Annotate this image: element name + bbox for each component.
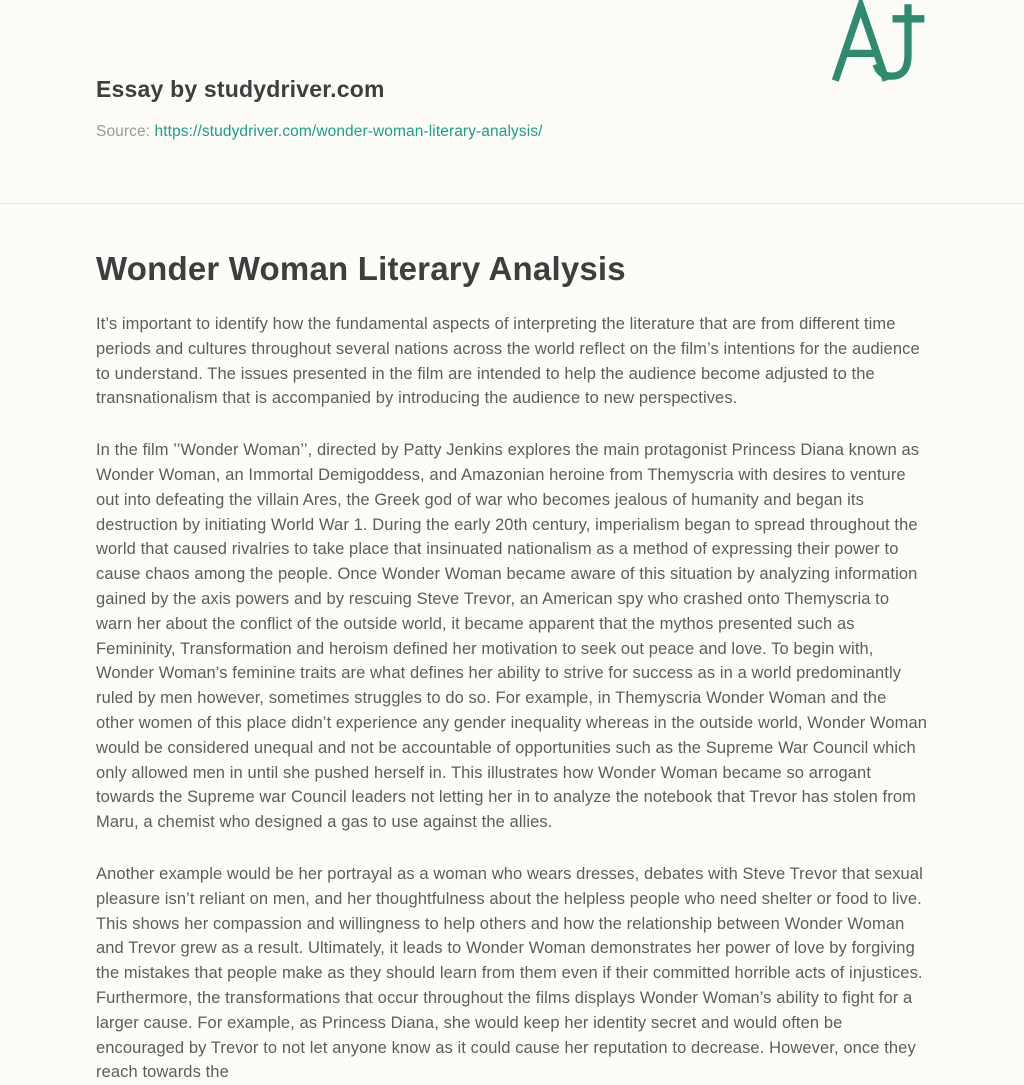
essay-title: Wonder Woman Literary Analysis bbox=[96, 250, 626, 287]
page-header bbox=[96, 0, 928, 141]
essay-paragraph: Another example would be her portrayal as a woman who wears dresses, debates with Steve Trevor that sexual pleasure isn’t reliant on men, and her thoughtfulness about the helpless people who need shelter or food to live. This shows her compassion and willingness to help others and how the relationship between Wonder Woman and Trevor grew as a result. Ultimately, it leads to Wonder Woman demonstrates her power of love by forgiving the mistakes that people make as they should learn from them even if their committed horrible acts of injustices. Furthermore, the transformations that occur throughout the films displays Wonder Woman’s ability to fight for a larger cause. For example, as Princess Diana, she would keep her identity secret and would often be encouraged by Trevor to not let anyone know as it could cause her reputation to decrease. However, once they reach towards the bbox=[96, 864, 923, 1082]
essay-article bbox=[96, 250, 928, 1085]
essay-paragraph: It’s important to identify how the fundamental aspects of interpreting the literature that are from different time periods and cultures throughout several nations across the world reflect on the film’s intentions for the audience to understand. The issues presented in the film are intended to help the audience become adjusted to the transnationalism that is accompanied by introducing the audience to new perspectives. bbox=[96, 315, 920, 408]
studydriver-logo-icon bbox=[828, 0, 928, 88]
source-label: Source: bbox=[96, 123, 151, 140]
source-link[interactable]: https://studydriver.com/wonder-woman-literary-analysis/ bbox=[154, 123, 543, 140]
site-header-title: Essay by studydriver.com bbox=[96, 76, 385, 102]
page bbox=[0, 0, 1024, 141]
essay-paragraph: In the film ’’Wonder Woman’’, directed by Patty Jenkins explores the main protagonist Princess Diana known as Wonder Woman, an Immortal Demigoddess, and Amazonian heroine from Themyscria with desires to venture out into defeating the villain Ares, the Greek god of war who becomes jealous of humanity and began its destruction by initiating World War 1. During the early 20th century, imperialism began to spread throughout the world that caused rivalries to take place that insinuated nationalism as a method of expressing their power to cause chaos among the people. Once Wonder Woman became aware of this situation by analyzing information gained by the axis powers and by rescuing Steve Trevor, an American spy who crashed onto Themyscria to warn her about the conflict of the outside world, it became apparent that the mythos presented such as Femininity, Transformation and heroism defined her motivation to seek out peace and love. To begin with, Wonder Woman’s feminine traits are what defines her ability to strive for success as in a world predominantly ruled by men however, sometimes struggles to do so. For example, in Themyscria Wonder Woman and the other women of this place didn’t experience any gender inequality whereas in the outside world, Wonder Woman would be considered unequal and not be accountable of opportunities such as the Supreme War Council which only allowed men in until she pushed herself in. This illustrates how Wonder Woman became so arrogant towards the Supreme war Council leaders not letting her in to analyze the notebook that Trevor has stolen from Maru, a chemist who designed a gas to use against the allies. bbox=[96, 441, 928, 832]
header-divider bbox=[0, 203, 1024, 204]
source-line bbox=[96, 123, 928, 141]
